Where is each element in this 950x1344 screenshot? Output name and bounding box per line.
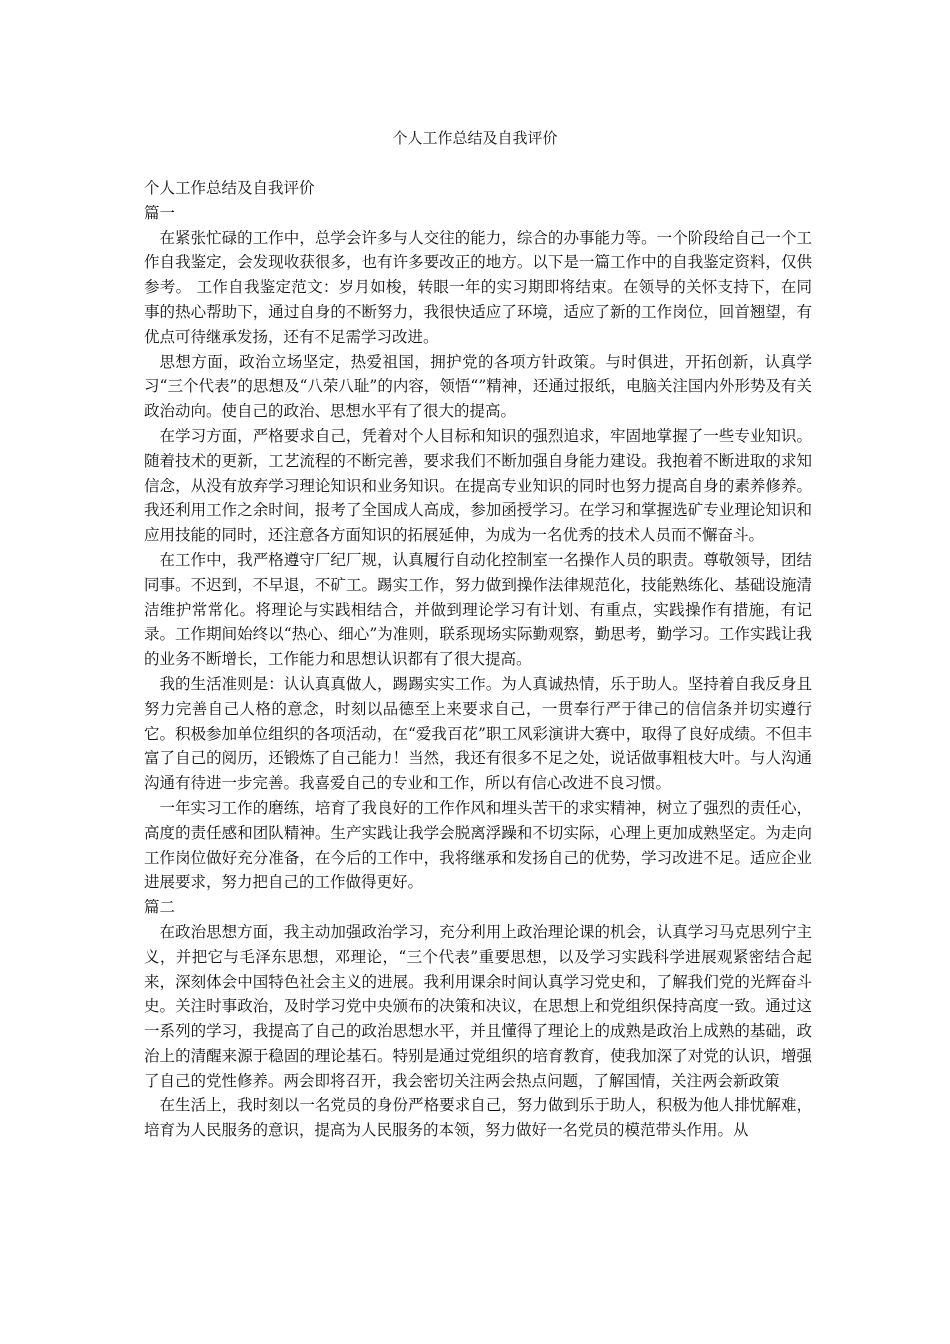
paragraph: 在紧张忙碌的工作中，总学会许多与人交往的能力，综合的办事能力等。一个阶段给自己一个工作自我鉴定，会发现收获很多，也有许多要改正的地方。以下是一篇工作中的自我鉴定资料，仅供参考。 工作自我鉴定范文：岁月如梭，转眼一年的实习期即将结束。在领导的关怀支持下，在同事的热心帮助下，通过自身的不断努力，我很快适应了环境，适应了新的工作岗位，回首翘望，有优点可待继承发扬，还有不足需学习改进。 (144, 228, 812, 346)
document-body (144, 176, 812, 1143)
document-subtitle: 个人工作总结及自我评价 (144, 179, 315, 197)
document-title: 个人工作总结及自我评价 (392, 129, 558, 147)
paragraph: 在工作中，我严格遵守厂纪厂规，认真履行自动化控制室一名操作人员的职责。尊敬领导，团结同事。不迟到，不早退，不矿工。踢实工作，努力做到操作法律规范化，技能熟练化、基础设施清洁维护常常化。将理论与实践相结合，并做到理论学习有计划、有重点，实践操作有措施，有记录。工作期间始终以“热心、细心”为准则，联系现场实际勤观察，勤思考，勤学习。工作实践让我的业务不断增长，工作能力和思想认识都有了很大提高。 (144, 550, 812, 669)
paragraph: 在生活上，我时刻以一名党员的身份严格要求自己，努力做到乐于助人，积极为他人排忧解难，培育为人民服务的意识，提高为人民服务的本领，努力做好一名党员的模范带头作用。从 (144, 1096, 812, 1140)
paragraph: 思想方面，政治立场坚定，热爱祖国，拥护党的各项方针政策。与时俱进，开拓创新，认真学习“三个代表”的思想及“八荣八耻”的内容，领悟“”精神，还通过报纸，电脑关注国内外形势及有关政治动向。使自己的政治、思想水平有了很大的提高。 (144, 352, 812, 421)
section-2-label: 篇二 (144, 898, 176, 917)
paragraph: 我的生活准则是：认认真真做人，踢踢实实工作。为人真诚热情，乐于助人。坚持着自我反身且努力完善自己人格的意念，时刻以品德至上来要求自己，一贯奉行严于律己的信信条并切实遵行它。积极参加单位组织的各项活动，在“爱我百花”职工风彩演讲大赛中，取得了良好成绩。不但丰富了自己的阅历，还锻炼了自己能力！当然，我还有很多不足之处，说话做事粗枝大叶。与人沟通沟通有待进一步完善。我喜爱自己的专业和工作，所以有信心改进不良习惯。 (144, 674, 812, 793)
paragraph: 一年实习工作的磨练，培育了我良好的工作作风和埋头苦干的求实精神，树立了强烈的责任心，高度的责任感和团队精神。生产实践让我学会脱离浮躁和不切实际，心理上更加成熟坚定。为走向工作岗位做好充分准备，在今后的工作中，我将继承和发扬自己的优势，学习改进不足。适应企业进展要求，努力把自己的工作做得更好。 (144, 798, 812, 892)
paragraph: 在政治思想方面，我主动加强政治学习，充分利用上政治理论课的机会，认真学习马克思列宁主义，并把它与毛泽东思想，邓理论，“三个代表”重要思想，以及学习实践科学进展观紧密结合起来，深刻体会中国特色社会主义的进展。我利用课余时间认真学习党史和，了解我们党的光辉奋斗史。关注时事政治，及时学习党中央颁布的决策和决议，在思想上和党组织保持高度一致。通过这一系列的学习，我提高了自己的政治思想水平，并且懂得了理论上的成熟是政治上成熟的基础，政治上的清醒来源于稳固的理论基石。特别是通过党组织的培育教育，使我加深了对党的认识，增强了自己的党性修养。两会即将召开，我会密切关注两会热点问题，了解国情，关注两会新政策 (144, 922, 812, 1090)
paragraph: 在学习方面，严格要求自己，凭着对个人目标和知识的强烈追求，牢固地掌握了一些专业知识。随着技术的更新，工艺流程的不断完善，要求我们不断加强自身能力建设。我抱着不断进取的求知信念，从没有放弃学习理论知识和业务知识。在提高专业知识的同时也努力提高自身的素养修养。我还利用工作之余时间，报考了全国成人高成，参加函授学习。在学习和掌握选矿专业理论知识和应用技能的同时，还注意各方面知识的拓展延伸，为成为一名优秀的技术人员而不懈奋斗。 (144, 426, 812, 545)
section-1-label: 篇一 (144, 203, 176, 222)
